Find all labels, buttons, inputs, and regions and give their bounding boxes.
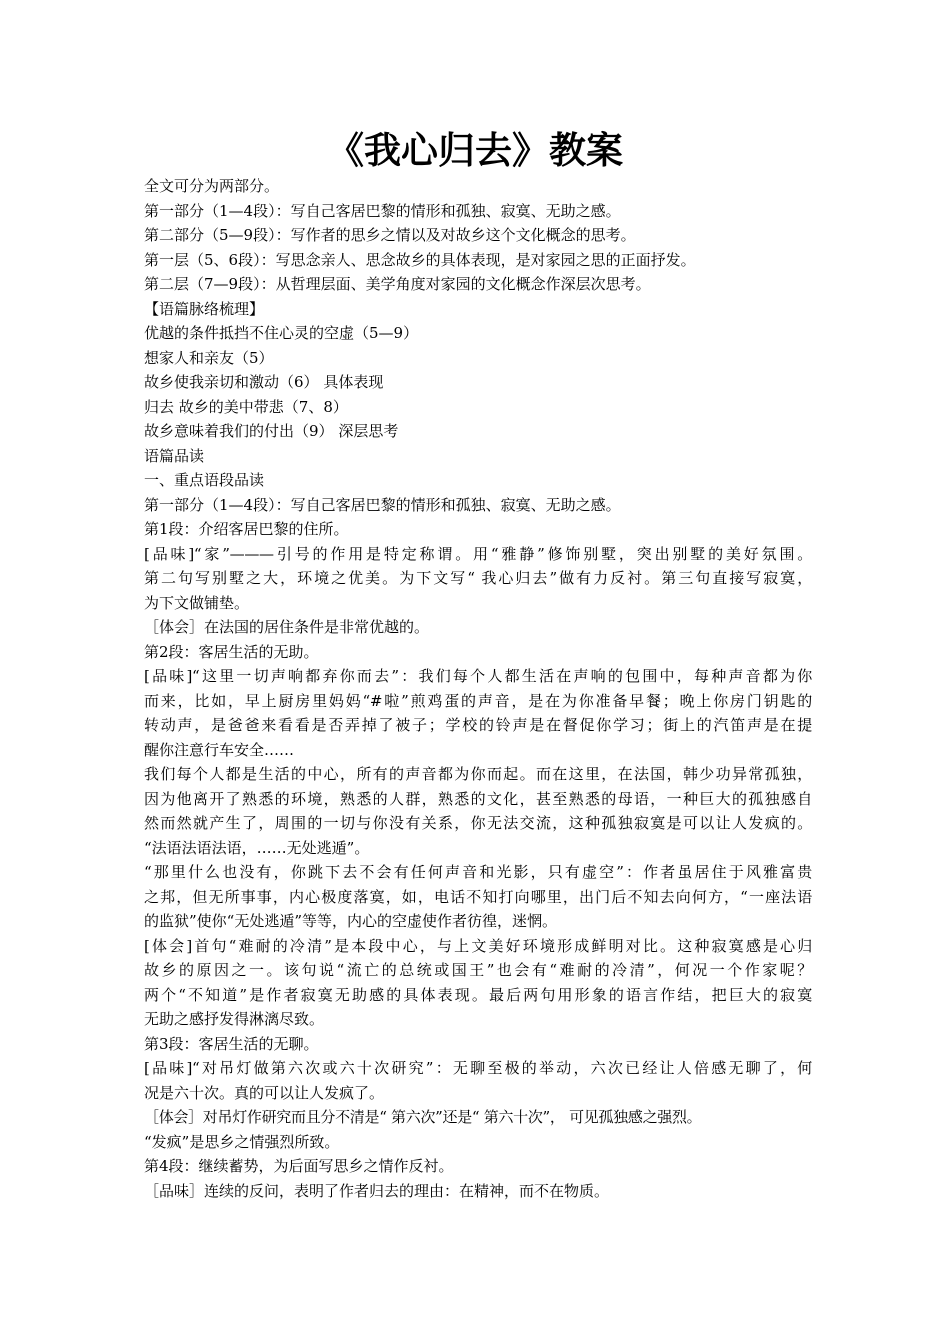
text-line: [品味]“家”———引号的作用是特定称谓。用“雅静”修饰别墅，突出别墅的美好氛围。 xyxy=(144,544,812,563)
text-line: “法语法语法语，……无处逃遁”。 xyxy=(144,838,370,857)
section-heading: 语篇品读 xyxy=(144,446,205,465)
text-line: 第3段：客居生活的无聊。 xyxy=(144,1034,319,1053)
text-line: 第一部分（1—4段）：写自己客居巴黎的情形和孤独、寂寞、无助之感。 xyxy=(144,201,621,220)
text-line: 的监狱”使你“无处逃遁”等等，内心的空虚使作者彷徨，迷惘。 xyxy=(144,912,558,930)
text-line: “发疯”是思乡之情强烈所致。 xyxy=(144,1132,340,1151)
text-line: ［体会］在法国的居住条件是非常优越的。 xyxy=(144,618,430,636)
text-line: [体会]首句“难耐的冷清”是本段中心，与上文美好环境形成鲜明对比。这种寂寞感是心归 xyxy=(144,936,812,955)
text-line: [品味]“对吊灯做第六次或六十次研究”：无聊至极的举动，六次已经让人倍感无聊了，何 xyxy=(144,1059,812,1077)
text-line: 故乡的原因之一。该句说“流亡的总统或国王”也会有“难耐的冷清”，何况一个作家呢？ xyxy=(144,961,812,979)
text-line: 然而然就产生了，周围的一切与你没有关系，你无法交流，这种孤独寂寞是可以让人发疯的。 xyxy=(144,814,812,832)
text-line: 第二部分（5—9段）：写作者的思乡之情以及对故乡这个文化概念的思考。 xyxy=(144,226,636,244)
text-line: 为下文做铺垫。 xyxy=(144,593,250,612)
text-line: 故乡意味着我们的付出（9） 深层思考 xyxy=(144,422,399,440)
text-line: 第一部分（1—4段）：写自己客居巴黎的情形和孤独、寂寞、无助之感。 xyxy=(144,495,621,514)
text-line: 两个“不知道”是作者寂寞无助感的具体表现。最后两句用形象的语言作结，把巨大的寂寞 xyxy=(144,985,812,1004)
text-line: 无助之感抒发得淋漓尽致。 xyxy=(144,1010,325,1028)
text-line: 优越的条件抵挡不住心灵的空虚（5—9） xyxy=(144,324,419,342)
text-line: “那里什么也没有，你跳下去不会有任何声音和光影，只有虚空”：作者虽居住于风雅富贵 xyxy=(144,863,812,881)
text-line: 因为他离开了熟悉的环境，熟悉的人群，熟悉的文化，甚至熟悉的母语，一种巨大的孤独感自 xyxy=(144,789,812,808)
text-line: 而来，比如，早上厨房里妈妈“#啦”煎鸡蛋的声音，是在为你准备早餐；晚上你房门钥匙的 xyxy=(144,691,812,710)
text-line: 之邦，但无所事事，内心极度落寞，如，电话不知打向哪里，出门后不知去向何方，“一座法语 xyxy=(144,887,812,906)
text-line: 全文可分为两部分。 xyxy=(144,177,280,195)
text-line: 想家人和亲友（5） xyxy=(144,348,274,367)
text-line: 第1段：介绍客居巴黎的住所。 xyxy=(144,520,349,538)
document-body xyxy=(144,174,812,1203)
text-line: 我们每个人都是生活的中心，所有的声音都为你而起。而在这里，在法国，韩少功异常孤独， xyxy=(144,765,812,783)
text-line: 故乡使我亲切和激动（6） 具体表现 xyxy=(144,373,384,391)
text-line: 第一层（5、6段）：写思念亲人、思念故乡的具体表现，是对家园之思的正面抒发。 xyxy=(144,250,696,269)
text-line: 第2段：客居生活的无助。 xyxy=(144,642,319,661)
section-heading: 【语篇脉络梳理】 xyxy=(144,299,265,318)
text-line: ［体会］对吊灯作研究而且分不清是“ 第六次”还是“ 第六十次”， 可见孤独感之强烈。 xyxy=(144,1108,702,1126)
text-line: 第二层（7—9段）：从哲理层面、美学角度对家园的文化概念作深层次思考。 xyxy=(144,275,651,293)
text-line: 第4段：继续蓄势，为后面写思乡之情作反衬。 xyxy=(144,1157,454,1175)
text-line: ［品味］连续的反问，表明了作者归去的理由：在精神，而不在物质。 xyxy=(144,1181,610,1200)
document-title: 《我心归去》教案 xyxy=(327,129,623,172)
text-line: 归去 故乡的美中带悲（7、8） xyxy=(144,397,348,416)
text-line: [品味]“这里一切声响都弃你而去”：我们每个人都生活在声响的包围中，每种声音都为你 xyxy=(144,667,812,685)
text-line: 况是六十次。真的可以让人发疯了。 xyxy=(144,1083,385,1102)
text-line: 第二句写别墅之大，环境之优美。为下文写“ 我心归去”做有力反衬。第三句直接写寂寞， xyxy=(144,569,812,587)
text-line: 醒你注意行车安全…… xyxy=(144,740,295,759)
section-heading: 一、重点语段品读 xyxy=(144,471,265,489)
text-line: 转动声，是爸爸来看看是否弄掉了被子；学校的铃声是在督促你学习；街上的汽笛声是在提 xyxy=(144,716,812,734)
